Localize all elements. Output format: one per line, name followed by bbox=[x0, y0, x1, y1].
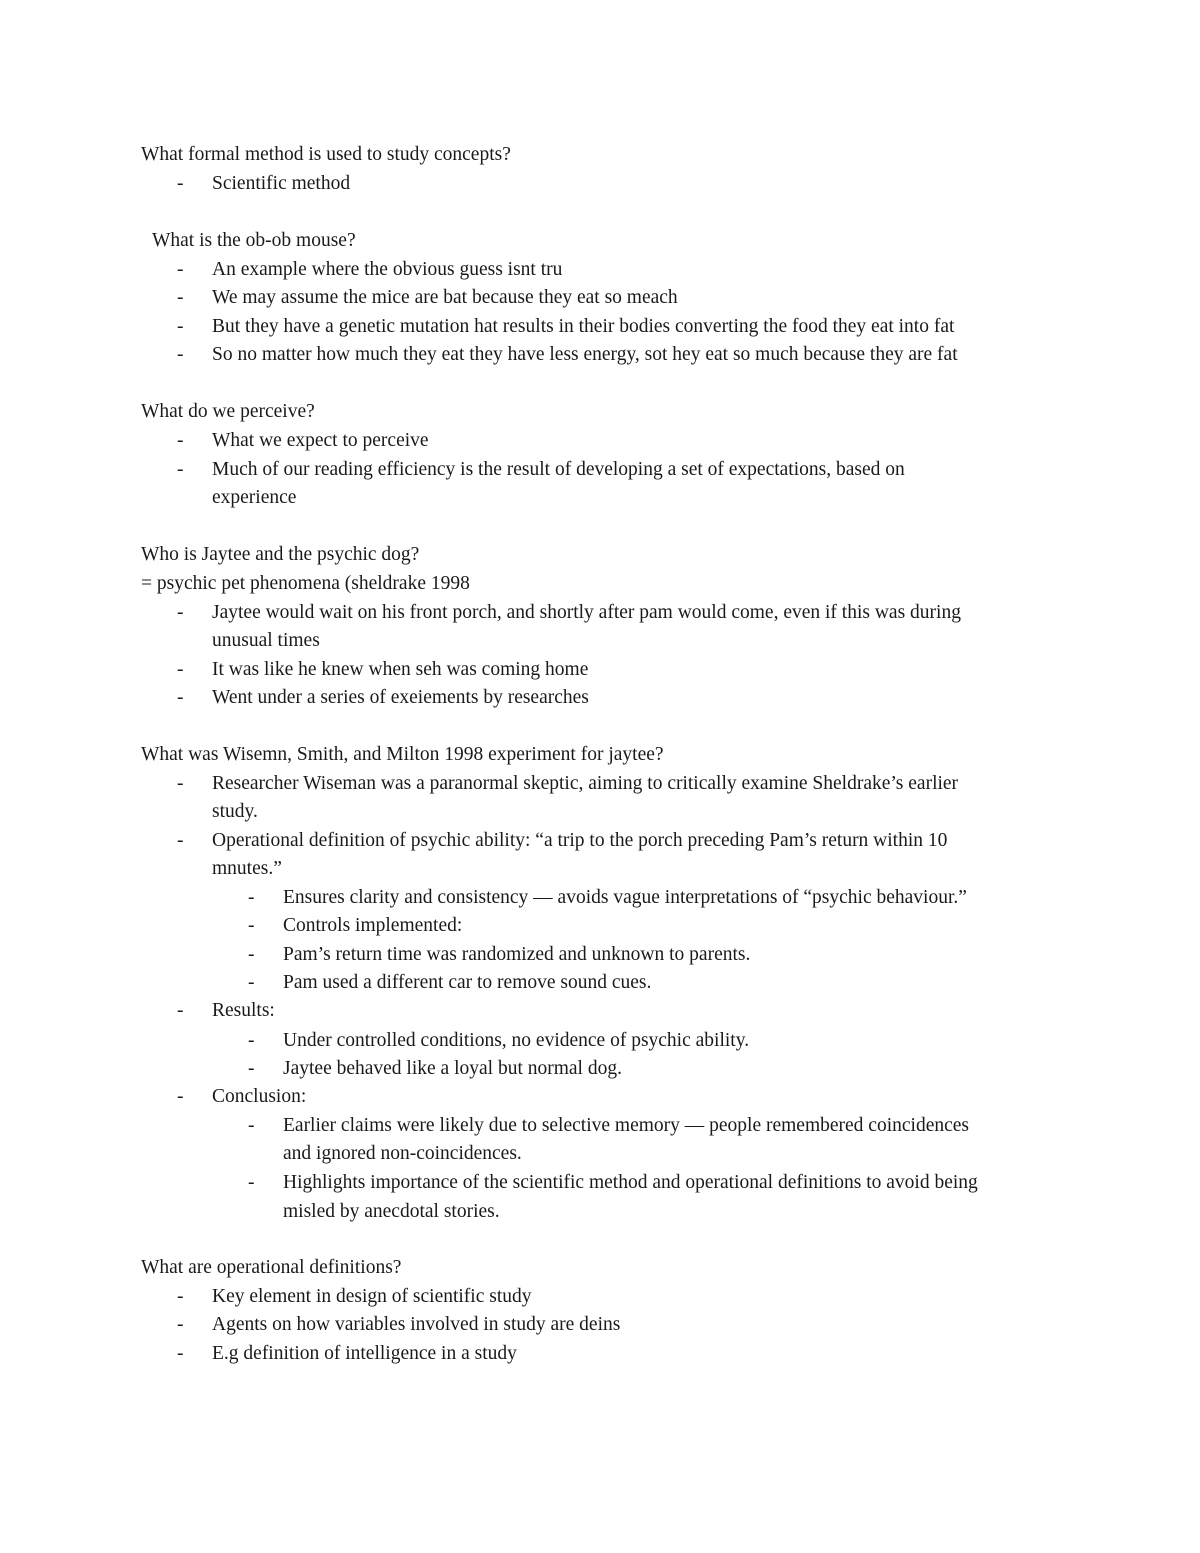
bullet-item: E.g definition of intelligence in a study bbox=[212, 1343, 517, 1364]
bullet-item: Jaytee would wait on his front porch, and shortly after pam would come, even if this was during bbox=[212, 602, 961, 623]
bullet-dash: - bbox=[177, 602, 184, 623]
sub-bullet-dash: - bbox=[248, 915, 255, 936]
bullet-dash: - bbox=[177, 1086, 184, 1107]
sub-bullet-item: Controls implemented: bbox=[283, 915, 463, 936]
sub-bullet-dash: - bbox=[248, 972, 255, 993]
bullet-item: Key element in design of scientific study bbox=[212, 1286, 532, 1307]
sub-bullet-item: Highlights importance of the scientific method and operational definitions to avoid being bbox=[283, 1172, 978, 1193]
answer-line: = psychic pet phenomena (sheldrake 1998 bbox=[141, 573, 470, 594]
sub-bullet-item: Ensures clarity and consistency — avoids vague interpretations of “psychic behaviour.” bbox=[283, 887, 967, 908]
sub-bullet-item: Jaytee behaved like a loyal but normal dog. bbox=[283, 1058, 622, 1079]
question-heading: What was Wisemn, Smith, and Milton 1998 experiment for jaytee? bbox=[141, 744, 664, 765]
sub-bullet-item: Pam used a different car to remove sound cues. bbox=[283, 972, 652, 993]
sub-bullet-item: Under controlled conditions, no evidence of psychic ability. bbox=[283, 1030, 750, 1051]
bullet-item: We may assume the mice are bat because they eat so meach bbox=[212, 287, 678, 308]
sub-bullet-dash: - bbox=[248, 887, 255, 908]
bullet-item: Much of our reading efficiency is the result of developing a set of expectations, based on bbox=[212, 459, 905, 480]
bullet-dash: - bbox=[177, 1314, 184, 1335]
bullet-item-continuation: unusual times bbox=[212, 630, 320, 651]
bullet-item-continuation: experience bbox=[212, 487, 297, 508]
bullet-item: So no matter how much they eat they have less energy, sot hey eat so much because they are fat bbox=[212, 344, 958, 365]
bullet-item: An example where the obvious guess isnt tru bbox=[212, 259, 563, 280]
bullet-dash: - bbox=[177, 1343, 184, 1364]
question-heading: What do we perceive? bbox=[141, 401, 315, 422]
bullet-item: Results: bbox=[212, 1000, 275, 1021]
bullet-item: Operational definition of psychic ability: “a trip to the porch preceding Pam’s return within 10 bbox=[212, 830, 948, 851]
bullet-dash: - bbox=[177, 687, 184, 708]
sub-bullet-item: Pam’s return time was randomized and unknown to parents. bbox=[283, 944, 751, 965]
question-heading: Who is Jaytee and the psychic dog? bbox=[141, 544, 420, 565]
bullet-item: Went under a series of exeiements by researches bbox=[212, 687, 589, 708]
bullet-item: Researcher Wiseman was a paranormal skeptic, aiming to critically examine Sheldrake’s earlier bbox=[212, 773, 959, 794]
bullet-item-continuation: mnutes.” bbox=[212, 858, 282, 879]
sub-bullet-dash: - bbox=[248, 944, 255, 965]
bullet-dash: - bbox=[177, 259, 184, 280]
bullet-item: Conclusion: bbox=[212, 1086, 307, 1107]
question-heading: What is the ob-ob mouse? bbox=[152, 230, 356, 251]
bullet-dash: - bbox=[177, 173, 184, 194]
bullet-dash: - bbox=[177, 344, 184, 365]
bullet-dash: - bbox=[177, 1000, 184, 1021]
bullet-dash: - bbox=[177, 430, 184, 451]
bullet-dash: - bbox=[177, 773, 184, 794]
bullet-dash: - bbox=[177, 459, 184, 480]
sub-bullet-dash: - bbox=[248, 1115, 255, 1136]
bullet-item: But they have a genetic mutation hat results in their bodies converting the food they eat into fat bbox=[212, 316, 955, 337]
question-heading: What formal method is used to study concepts? bbox=[141, 144, 511, 165]
sub-bullet-dash: - bbox=[248, 1058, 255, 1079]
question-heading: What are operational definitions? bbox=[141, 1257, 402, 1278]
bullet-item-continuation: study. bbox=[212, 801, 258, 822]
sub-bullet-item-continuation: misled by anecdotal stories. bbox=[283, 1201, 500, 1222]
sub-bullet-item: Earlier claims were likely due to selective memory — people remembered coincidences bbox=[283, 1115, 970, 1136]
bullet-dash: - bbox=[177, 316, 184, 337]
bullet-item: Scientific method bbox=[212, 173, 351, 194]
bullet-item: It was like he knew when seh was coming home bbox=[212, 659, 589, 680]
bullet-dash: - bbox=[177, 830, 184, 851]
bullet-dash: - bbox=[177, 659, 184, 680]
bullet-dash: - bbox=[177, 1286, 184, 1307]
bullet-item: What we expect to perceive bbox=[212, 430, 429, 451]
bullet-dash: - bbox=[177, 287, 184, 308]
sub-bullet-dash: - bbox=[248, 1030, 255, 1051]
sub-bullet-dash: - bbox=[248, 1172, 255, 1193]
bullet-item: Agents on how variables involved in study are deins bbox=[212, 1314, 621, 1335]
sub-bullet-item-continuation: and ignored non-coincidences. bbox=[283, 1143, 522, 1164]
